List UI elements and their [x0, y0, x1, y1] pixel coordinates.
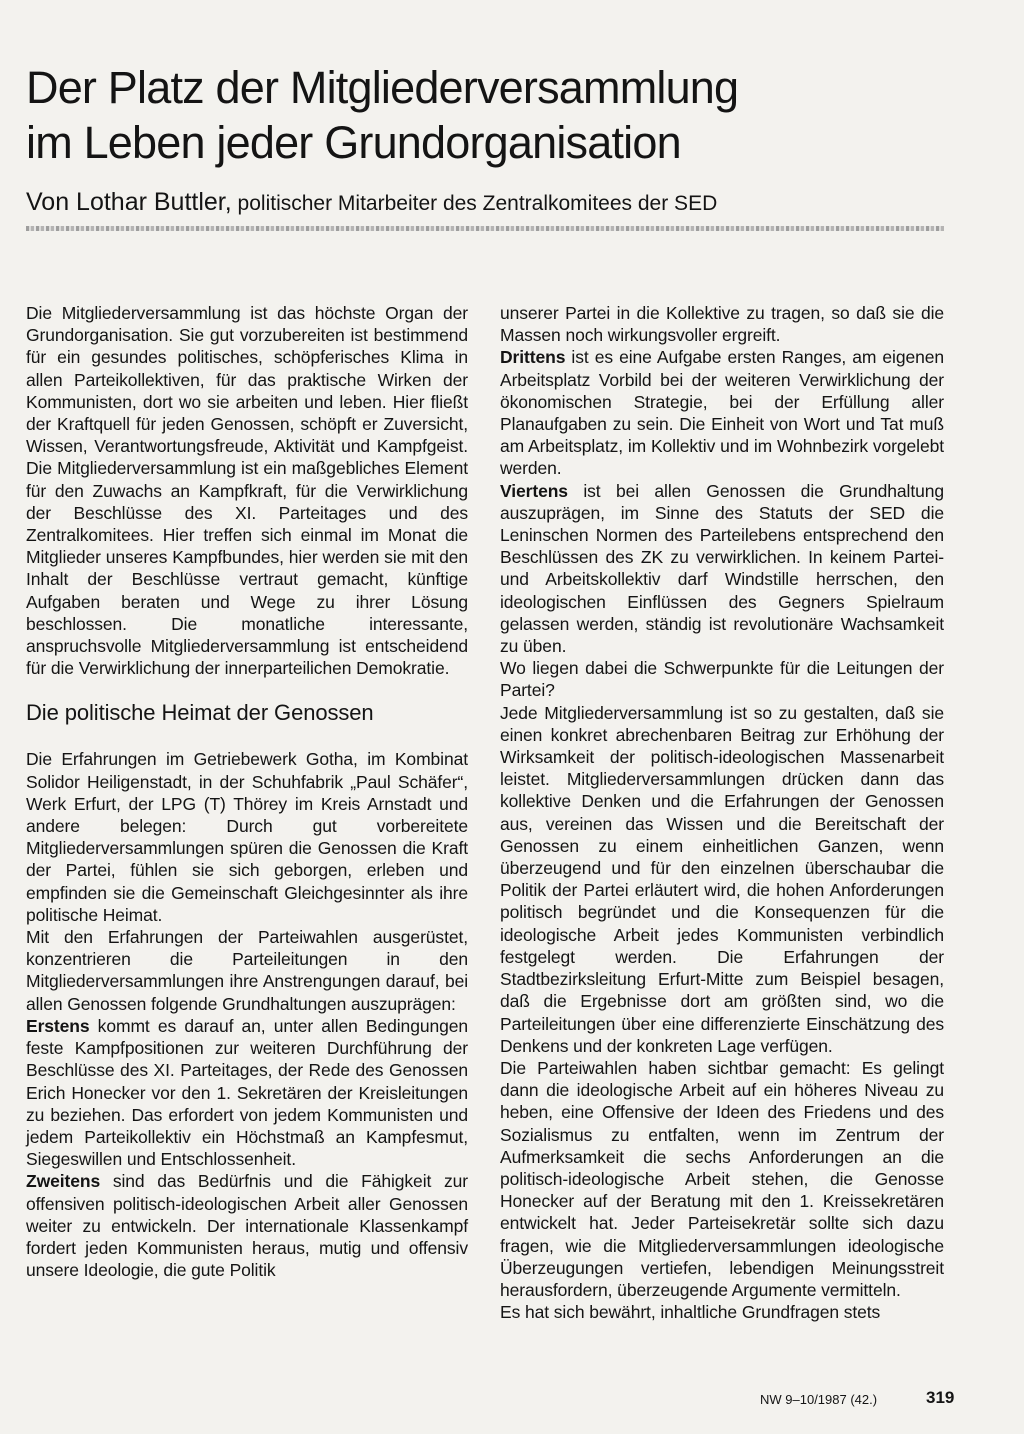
paragraph: Es hat sich bewährt, inhaltliche Grundfragen stets	[500, 1302, 881, 1323]
section-heading: Die politische Heimat der Genossen	[26, 700, 374, 726]
paragraph	[500, 480, 944, 658]
page-footer	[760, 1388, 955, 1410]
paragraph	[26, 1015, 468, 1170]
paragraph-lead: Viertens	[500, 480, 568, 501]
paragraph: unserer Partei in die Kollektive zu tragen, so daß sie die Massen noch wirkungsvoller ergreift.	[500, 303, 944, 346]
paragraph: Die Parteiwahlen haben sichtbar gemacht: Es gelingt dann die ideologische Arbeit auf ein höheres Niveau zu heben, eine Offensive der Ideen des Friedens und des Sozialismus zu entfalten, wenn im Zentrum der Aufmerksamkeit die sechs Anforderungen an die politisch-ideologische Arbeit stehen, die Genosse Honecker auf der Beratung mit den 1. Kreissekretären entwickelt hat. Jeder Parteisekretär sollte sich dazu fragen, wie die Mitgliederversammlungen ideologische Überzeugungen vertiefen, lebendigen Meinungsstreit herausfordern, überzeugende Argumente vermitteln.	[500, 1057, 944, 1300]
paragraph-text: sind das Bedürfnis und die Fähigkeit zur offensiven politisch-ideologischen Arbeit aller Genossen weiter zu entwickeln. Der internationale Klassenkampf fordert jeden Kommunisten heraus, mutig und offensiv unsere Ideologie, die gute Politik	[26, 1171, 468, 1281]
paragraph: Die Mitgliederversammlung ist das höchste Organ der Grundorganisation. Sie gut vorzubereiten ist bestimmend für ein gesundes politisches, schöpferisches Klima in allen Parteikollektiven, für das praktische Wirken der Kommunisten, dort wo sie arbeiten und leben. Hier fließt der Kraftquell für jeden Genossen, schöpft er Zuversicht, Wissen, Verantwortungsfreude, Aktivität und Kampfgeist. Die Mitgliederversammlung ist ein maßgebliches Element für den Zuwachs an Kampfkraft, für die Verwirklichung der Beschlüsse des XI. Parteitages und des Zentralkomitees. Hier treffen sich einmal im Monat die Mitglieder unseres Kampfbundes, hier werden sie mit den Inhalt der Beschlüsse vertraut gemacht, künftige Aufgaben beraten und Wege zu ihrer Lösung beschlossen. Die monatliche interessante, anspruchsvolle Mitgliederversammlung ist entscheidend für die Verwirklichung der innerparteilichen Demokratie.	[26, 303, 468, 679]
paragraph: Wo liegen dabei die Schwerpunkte für die Leitungen der Partei?	[500, 658, 944, 701]
paragraph-lead: Drittens	[500, 347, 566, 368]
article-title-line-1: Der Platz der Mitgliederversammlung	[26, 62, 739, 113]
paragraph: Die Erfahrungen im Getriebewerk Gotha, im Kombinat Solidor Heiligenstadt, in der Schuhfabrik „Paul Schäfer“, Werk Erfurt, der LPG (T) Thörey im Kreis Arnstadt und andere belegen: Durch gut vorbereitete Mitgliederversammlungen spüren die Genossen die Kraft der Partei, fühlen sie sich geborgen, erleben und empfinden sie die Gemeinschaft Gleichgesinnter als ihre politische Heimat.	[26, 749, 468, 925]
left-column	[26, 302, 468, 1281]
paragraph: Jede Mitgliederversammlung ist so zu gestalten, daß sie einen konkret abrechenbaren Beitrag zur Erhöhung der Wirksamkeit der politisch-ideologischen Massenarbeit leistet. Mitgliederversammlungen drücken dann das kollektive Denken und die Erfahrungen der Genossen aus, vereinen das Wissen und die Bereitschaft der Genossen zu einem einheitlichen Ganzen, wenn überzeugend und für den einzelnen überschaubar die Politik der Partei erläutert wird, die hohen Anforderungen politisch begründet und die Konsequenzen für die ideologische Arbeit jedes Kommunisten verbindlich festgelegt werden. Die Erfahrungen der Stadtbezirksleitung Erfurt-Mitte zum Beispiel besagen, daß die Ergebnisse dort am größten sind, wo die Parteileitungen über eine differenzierte Einschätzung des Denkens und der konkreten Lage verfügen.	[500, 702, 944, 1056]
paragraph-lead: Erstens	[26, 1015, 90, 1036]
paragraph	[500, 346, 944, 479]
page-number: 319	[926, 1388, 955, 1407]
paragraph: Mit den Erfahrungen der Parteiwahlen ausgerüstet, konzentrieren die Parteileitungen in den Mitgliederversammlungen ihre Anstrengungen darauf, bei allen Genossen folgende Grundhaltungen auszuprägen:	[26, 927, 468, 1014]
issue-reference: NW 9–10/1987 (42.)	[760, 1392, 878, 1407]
paragraph-text: kommt es darauf an, unter allen Bedingungen feste Kampfpositionen zur weiteren Durchführung der Beschlüsse des XI. Parteitages, der Rede des Genossen Erich Honecker vor den 1. Sekretären der Kreisleitungen zu beziehen. Das erfordert von jedem Kommunisten und jedem Parteikollektiv ein Höchstmaß an Kampfesmut, Siegeswillen und Entschlossenheit.	[26, 1015, 468, 1170]
article-title-line-2: im Leben jeder Grundorganisation	[26, 117, 681, 168]
article-title	[26, 60, 986, 170]
paragraph-text: ist bei allen Genossen die Grundhaltung auszuprägen, im Sinne des Statuts der SED die Leninschen Normen des Parteilebens entsprechend den Beschlüssen des ZK zu verwirklichen. In keinem Partei- und Arbeitskollektiv darf Windstille herrschen, den ideologischen Einflüssen des Gegners Spielraum gelassen werden, ständig ist revolutionäre Wachsamkeit zu üben.	[500, 480, 944, 657]
right-column	[500, 302, 944, 1323]
byline	[26, 188, 986, 218]
paragraph-text: ist es eine Aufgabe ersten Ranges, am eigenen Arbeitsplatz Vorbild bei der weiteren Verwirklichung der ökonomischen Strategie, bei der Erfüllung aller Planaufgaben zu sein. Die Einheit von Wort und Tat muß am Arbeitsplatz, im Kollektiv und im Wohnbezirk vorgelebt werden.	[500, 347, 944, 479]
paragraph-lead: Zweitens	[26, 1171, 101, 1192]
byline-role: politischer Mitarbeiter des Zentralkomitees der SED	[237, 192, 718, 215]
paragraph	[26, 1170, 468, 1281]
header-rule	[26, 226, 944, 231]
byline-author: Von Lothar Buttler,	[26, 188, 232, 216]
